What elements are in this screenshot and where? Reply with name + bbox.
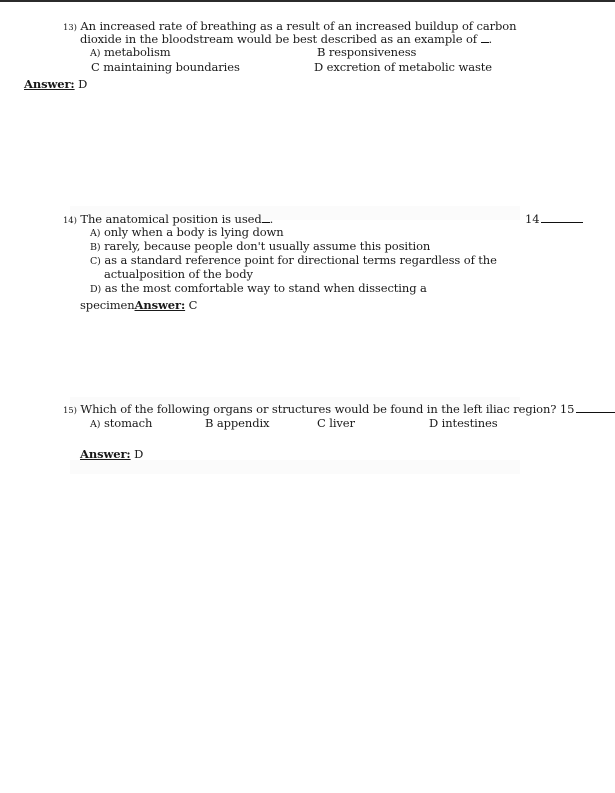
option-b: B) rarely, because people don't usually assume this position: [90, 239, 431, 253]
answer-line: [80, 298, 197, 312]
question-number: 15): [63, 406, 77, 416]
question-stem-cont: dioxide in the bloodstream would be best described as an example of .: [80, 32, 493, 46]
answer-label: Answer:: [24, 77, 75, 91]
option-a: A) stomach: [90, 416, 153, 430]
answer-blank-line: [541, 212, 583, 223]
answer-label: Answer:: [134, 298, 186, 312]
question-stem: 14) The anatomical position is used .: [63, 212, 274, 226]
answer-blank: [481, 32, 489, 43]
option-c: C liver: [317, 416, 355, 430]
top-border: [0, 0, 615, 2]
option-b: B responsiveness: [317, 45, 417, 59]
answer-value: C: [188, 298, 198, 312]
option-a: A) metabolism: [90, 45, 171, 59]
answer-value: D: [78, 77, 88, 91]
question-stem: 15) Which of the following organs or structures would be found in the left iliac region? 15: [63, 402, 615, 418]
option-c-cont: actualposition of the body: [104, 267, 253, 281]
question-number: 14): [63, 216, 77, 226]
answer-label: Answer:: [80, 447, 131, 461]
option-a: A) only when a body is lying down: [90, 225, 284, 239]
option-d: D) as the most comfortable way to stand when dissecting a: [90, 281, 427, 295]
answer-value: D: [134, 447, 144, 461]
question-number: 13): [63, 23, 77, 33]
option-d: D excretion of metabolic waste: [314, 60, 492, 74]
option-b: B appendix: [205, 416, 270, 430]
answer-line: [24, 77, 87, 91]
answer-line: [80, 447, 143, 461]
answer-blank-line: [576, 402, 615, 413]
option-d-cont: specimen: [80, 298, 135, 312]
margin-answer-blank: 14: [525, 212, 583, 226]
option-c: C maintaining boundaries: [91, 60, 240, 74]
question-stem: 13) An increased rate of breathing as a result of an increased buildup of carbon: [63, 19, 517, 33]
shade-region: [70, 460, 520, 474]
answer-blank: [262, 212, 270, 223]
option-c: C) as a standard reference point for directional terms regardless of the: [90, 253, 497, 267]
option-d: D intestines: [429, 416, 498, 430]
